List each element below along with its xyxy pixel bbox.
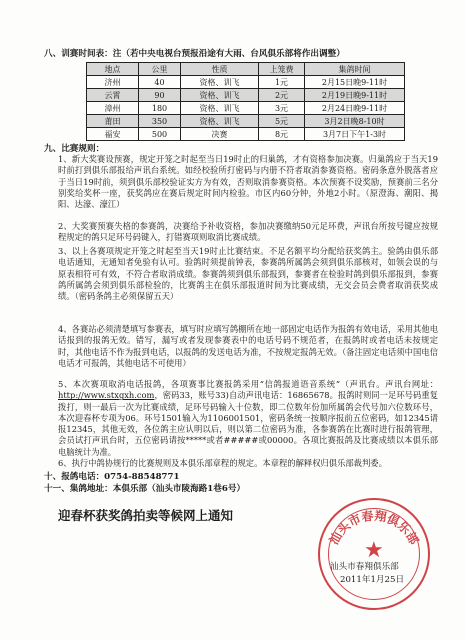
section-10-heading: 十、报鸽电话：	[44, 472, 105, 482]
col-header: 地点	[87, 63, 139, 76]
section-11-heading: 十一、集鸽地址：本俱乐部	[44, 484, 148, 494]
seal-text: 汕头市春翔俱乐部	[326, 508, 422, 547]
table-cell: 500	[139, 128, 181, 141]
rule-paragraph-2: 2、大奖赛预赛失格的参赛鸽，决赛给予补收资格，参加决赛缴纳50元足环费，声讯台所按号键应按规程规定的鸽只足环号码键入，打错赛项则取消比赛成绩。	[58, 221, 438, 243]
rule-paragraph-3: 3、以上各赛项规定开笼之时起至当天19时止比赛结束。不足名额平均分配给获奖鸽主。验鸽由俱乐部电话通知，无通知者免验有认可。验鸽时须提前钟表，参赛鸽所属鸽会须到俱乐部核对，如领会误的与原表相符可有效，不符合者取消成绩。参赛鸽须到俱乐部报到，参赛者在检验时鸽到俱乐部报到，参赛鸽所属鸽会须到俱乐部检验的，比赛鸽主在俱乐部报道时间为比赛成绩，无交会员会费者取消获奖成绩。（密码条鸽主必须保留五天）	[58, 246, 438, 302]
table-cell: 40	[139, 76, 181, 89]
table-cell: 90	[139, 89, 181, 102]
section-11	[44, 482, 245, 494]
table-cell: 莆田	[87, 115, 139, 128]
section-9-heading: 九、比赛规则：	[44, 144, 105, 154]
table-cell: 2月19日晚9-11时	[305, 89, 405, 102]
table-cell: 资格、训飞	[181, 115, 259, 128]
col-header: 上笼费	[259, 63, 305, 76]
table-cell: 资格、训飞	[181, 102, 259, 115]
table-cell: 2元	[259, 89, 305, 102]
section-8-heading: 八、训赛时间表：注（若中央电视台预报沿途有大雨、台风俱乐部将作出调整）	[44, 49, 345, 59]
table-cell: 2月24日晚9-11时	[305, 102, 405, 115]
table-cell: 资格、训飞	[181, 76, 259, 89]
table-cell: 济州	[87, 76, 139, 89]
table-cell: 180	[139, 102, 181, 115]
table-cell: 3月7日下午1-3时	[305, 128, 405, 141]
table-row	[87, 89, 405, 102]
notice-title: 迎春杯获奖鸽拍卖等候网上通知	[58, 508, 234, 523]
table-row	[87, 115, 405, 128]
red-seal	[318, 498, 430, 610]
signature-date: 2011年1月25日	[340, 575, 405, 585]
schedule-table	[86, 62, 405, 141]
rule-5-text-a: 5、本次赛项取消电话报鸽，各项赛事比赛报鸽采用“信鸽报道语音系统”（声讯台。声讯台网址：	[58, 379, 438, 389]
table-cell: 云霄	[87, 89, 139, 102]
signature-org: 汕头市春翔俱乐部	[330, 562, 399, 572]
seal-star-icon: ★	[364, 538, 384, 563]
section-10	[44, 470, 180, 482]
table-cell: 2月15日晚9-11时	[305, 76, 405, 89]
table-cell: 350	[139, 115, 181, 128]
rule-paragraph-6: 6、执行中鸽协规行的比赛规则及本俱乐部章程的规定。本章程的解释权归俱乐部裁判委。	[58, 458, 387, 468]
table-cell: 5元	[259, 115, 305, 128]
report-phone: 0754-88548771	[104, 472, 180, 482]
table-cell: 3元	[259, 102, 305, 115]
table-cell: 决赛	[181, 128, 259, 141]
table-cell: 3月2日晚8-10时	[305, 115, 405, 128]
rule-paragraph-1: 1、新大奖赛设预赛，规定开笼之时起至当日19时止的归巢鸽，才有资格参加决赛。归巢鸽应于当天19时前打到俱乐部报给声讯台系统。如经校验所打密码与内册不符者取消参赛资格。密码条意外脱落者应于当日19时前，须到俱乐部校验证实方为有效，否则取消参赛资格。本次预赛不设奖励，预赛前三名分别奖给奖杯一座，获奖鸽应在赛后规定时间内检验。市区内60分钟，外地2小时。（原澄海、潮阳、揭阳、达濠、濠江）	[58, 154, 438, 210]
table-cell: 漳州	[87, 102, 139, 115]
table-row	[87, 102, 405, 115]
table-header-row	[87, 63, 405, 76]
table-cell: 1元	[259, 76, 305, 89]
col-header: 公里	[139, 63, 181, 76]
col-header: 性质	[181, 63, 259, 76]
rule-paragraph-5	[58, 379, 438, 458]
rule-5-text-b: ，密码33，账号33)自动声讯电话：16865678。报鸽时则同一足环号码重复拨打，则一最后一次为比赛成绩，足环号码输入十位数，即二位数年份加所属鸽会代号加六位数环号，本次迎春杯专项为06。环号1501输入为1106001501，密码条统一按顺序报前五位密码，如12345请报12345，其他无效，各位鸽主应认明以后，则以第二位密码为准，各参赛鸽在比赛时进行报鸽管理，会员试打声讯台时，五位密码请按*****或者#####或00000。各项比赛报鸽及比赛成绩以本俱乐部电脑统计为准。	[58, 390, 438, 457]
table-cell: 8元	[259, 128, 305, 141]
collection-address: （汕头市陵海路1巷6号）	[147, 484, 246, 494]
table-row	[87, 76, 405, 89]
website-link[interactable]: http://www.stxgxh.com	[58, 390, 155, 401]
col-header: 集鸽时间	[305, 63, 405, 76]
rule-paragraph-4: 4、各赛站必须清楚填写参赛表，填写时应填写鸽棚所在地一部固定电话作为报鸽有效电话，采用其他电话报到的报鸽无效。错写，漏写或者发现参赛表中的电话号码不规范者，在报鸽时或者电话未按规定时，其他电话不作为报到电话，以报鸽的发送电话为准，不按规定报鸽无效。（备注固定电话须中国电信电话才可报鸽，其他电话不可使用）	[58, 324, 438, 368]
table-row	[87, 128, 405, 141]
table-cell: 资格、训飞	[181, 89, 259, 102]
table-cell: 福安	[87, 128, 139, 141]
